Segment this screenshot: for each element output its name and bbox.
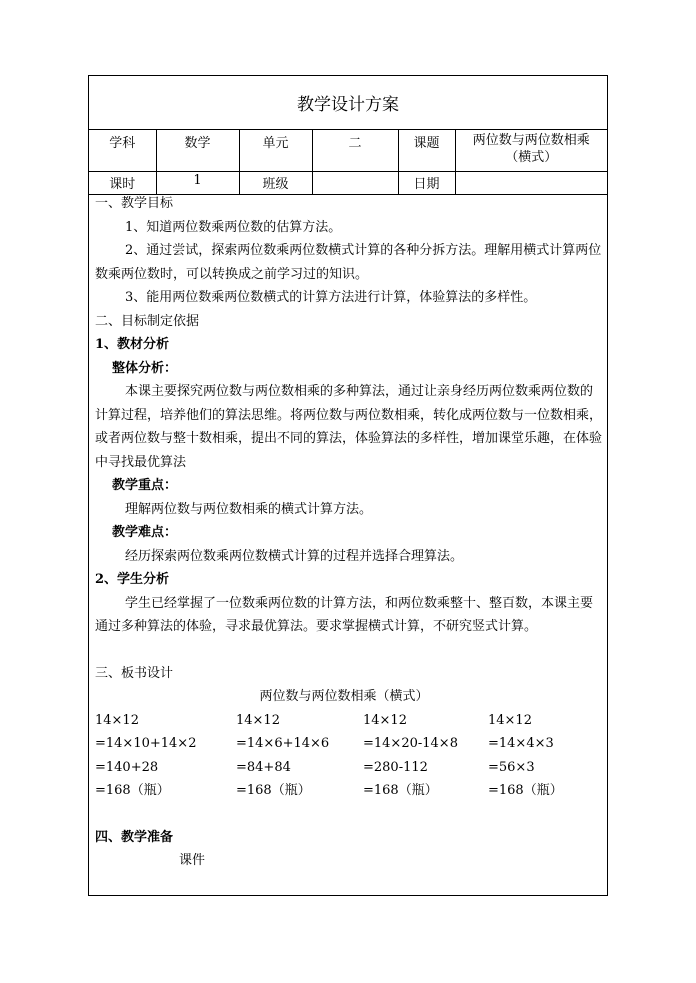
overall-text: 本课主要探究两位数与两位数相乘的多种算法，通过让亲身经历两位数乘两位数的计算过程，培养他们的算法思维。将两位数与两位数相乘，转化成两位数与一位数相乘，或者两位数与整十数相乘，提出不同的算法，体验算法的多样性，增加课堂乐趣，在体验中寻找最优算法 bbox=[95, 384, 603, 470]
section2-heading: 二、目标制定依据 bbox=[95, 313, 200, 329]
goal-1: 1、知道两位数乘两位数的估算方法。 bbox=[125, 219, 342, 235]
info-row-1 bbox=[89, 130, 607, 172]
students-text: 学生已经掌握了一位数乘两位数的计算方法，和两位数乘整十、整百数，本课主要通过多种算法的体验，寻求最优算法。要求掌握横式计算，不研究竖式计算。 bbox=[95, 595, 594, 634]
overall-label: 整体分析： bbox=[112, 360, 178, 376]
class-label: 班级 bbox=[239, 172, 312, 195]
board-title: 两位数与两位数相乘（横式） bbox=[259, 689, 429, 704]
period-label: 课时 bbox=[89, 172, 156, 195]
board-row bbox=[95, 756, 603, 780]
board-cell: =168（瓶） bbox=[363, 783, 438, 798]
lesson-plan-frame bbox=[88, 75, 608, 896]
board-cell: 14×12 bbox=[95, 712, 139, 728]
section3-heading: 三、板书设计 bbox=[95, 665, 174, 681]
subject-value: 数学 bbox=[156, 130, 239, 172]
board-cell: =14×4×3 bbox=[488, 736, 554, 751]
key-point-label: 教学重点： bbox=[112, 478, 178, 493]
board-row bbox=[95, 732, 603, 756]
board-cell: =168（瓶） bbox=[236, 783, 311, 798]
topic-value-line2: （横式） bbox=[505, 150, 558, 165]
board-cell: =140+28 bbox=[95, 759, 159, 775]
period-value: 1 bbox=[156, 172, 239, 195]
spacer bbox=[95, 639, 603, 662]
difficult-point-text: 经历探索两位数乘两位数横式计算的过程并选择合理算法。 bbox=[125, 548, 464, 564]
date-label: 日期 bbox=[398, 172, 455, 195]
board-row bbox=[95, 709, 603, 733]
board-cell: =14×10+14×2 bbox=[95, 736, 197, 751]
board-cell: =14×6+14×6 bbox=[236, 736, 330, 751]
board-cell: =14×20-14×8 bbox=[363, 736, 458, 751]
document-title: 教学设计方案 bbox=[89, 76, 607, 130]
board-cell: =280-112 bbox=[363, 759, 428, 775]
board-cell: =168（瓶） bbox=[95, 783, 170, 798]
section4-heading: 四、教学准备 bbox=[95, 829, 174, 845]
board-row bbox=[95, 779, 603, 803]
board-cell: =56×3 bbox=[488, 759, 535, 775]
students-heading: 2、学生分析 bbox=[95, 572, 170, 587]
board-cell: 14×12 bbox=[236, 712, 280, 728]
key-point-text: 理解两位数与两位数相乘的横式计算方法。 bbox=[125, 501, 373, 517]
spacer bbox=[95, 803, 603, 826]
difficult-point-label: 教学难点： bbox=[112, 525, 178, 540]
topic-value-line1: 两位数与两位数相乘 bbox=[472, 133, 590, 148]
section1-heading: 一、教学目标 bbox=[95, 196, 174, 211]
unit-value: 二 bbox=[312, 130, 398, 172]
unit-label: 单元 bbox=[239, 130, 312, 172]
info-table bbox=[89, 129, 607, 195]
goal-3: 3、能用两位数乘两位数横式的计算方法进行计算，体验算法的多样性。 bbox=[125, 290, 537, 305]
topic-label: 课题 bbox=[398, 130, 455, 172]
board-cell: 14×12 bbox=[488, 712, 532, 728]
board-cell: 14×12 bbox=[363, 712, 407, 728]
goal-2: 2、通过尝试，探索两位数乘两位数横式计算的各种分拆方法。理解用横式计算两位数乘两位数时，可以转换成之前学习过的知识。 bbox=[95, 243, 602, 282]
subject-label: 学科 bbox=[89, 130, 156, 172]
board-cell: =84+84 bbox=[236, 759, 291, 775]
topic-value bbox=[455, 130, 607, 172]
material-heading: 1、教材分析 bbox=[95, 337, 170, 352]
lesson-body bbox=[95, 192, 603, 873]
prep-item: 课件 bbox=[179, 853, 206, 868]
board-cell: =168（瓶） bbox=[488, 783, 563, 798]
